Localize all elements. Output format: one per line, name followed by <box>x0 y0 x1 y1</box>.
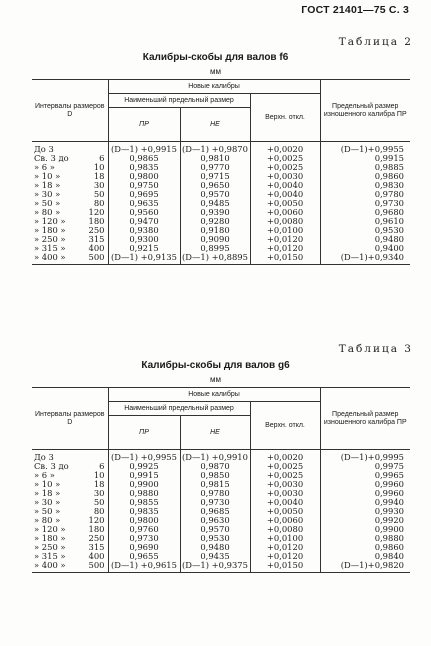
pr-cell: 0,9560 <box>108 208 180 217</box>
interval-to: 400 <box>88 243 105 253</box>
worn-limit-cell: 0,9530 <box>320 226 410 235</box>
interval-to: 18 <box>93 479 105 489</box>
upper-deviation-cell: +0,0120 <box>250 543 320 552</box>
interval-to: 250 <box>88 533 105 543</box>
pr-cell: 0,9635 <box>108 199 180 208</box>
ne-cell: 0,9730 <box>180 498 250 507</box>
interval-from: » 400 » <box>34 560 66 570</box>
ne-header: НЕ <box>180 416 250 450</box>
pr-cell: 0,9800 <box>108 172 180 181</box>
interval-to: 6 <box>99 153 105 163</box>
ne-cell: 0,9090 <box>180 235 250 244</box>
interval-to: 80 <box>93 198 105 208</box>
interval-to: 250 <box>88 225 105 235</box>
worn-limit-header: Предельный размер изношенного калибра ПР <box>320 388 410 450</box>
worn-limit-cell: 0,9930 <box>320 507 410 516</box>
interval-to: 120 <box>88 207 105 217</box>
interval-to: 50 <box>93 497 105 507</box>
pr-cell: 0,9695 <box>108 190 180 199</box>
pr-cell: 0,9925 <box>108 462 180 471</box>
interval-to: 10 <box>93 470 105 480</box>
upper-deviation-cell: +0,0030 <box>250 172 320 181</box>
ne-cell: 0,9570 <box>180 525 250 534</box>
ne-cell: 0,9570 <box>180 190 250 199</box>
interval-from: » 30 » <box>34 189 61 199</box>
upper-deviation-cell: +0,0025 <box>250 154 320 163</box>
worn-limit-cell: 0,9830 <box>320 181 410 190</box>
interval-from: » 10 » <box>34 479 61 489</box>
upper-deviation-cell: +0,0120 <box>250 552 320 561</box>
pr-cell: 0,9655 <box>108 552 180 561</box>
upper-deviation-cell: +0,0020 <box>250 142 320 155</box>
upper-deviation-cell: +0,0100 <box>250 226 320 235</box>
interval-from: » 30 » <box>34 497 61 507</box>
ne-header: НЕ <box>180 108 250 142</box>
interval-to: 500 <box>88 252 105 262</box>
worn-limit-cell: 0,9975 <box>320 462 410 471</box>
worn-limit-cell: 0,9920 <box>320 516 410 525</box>
worn-limit-cell: 0,9965 <box>320 471 410 480</box>
ne-cell: 0,8995 <box>180 244 250 253</box>
interval-to: 30 <box>93 180 105 190</box>
table-3-label: Таблица 3 <box>338 343 413 355</box>
interval-to: 18 <box>93 171 105 181</box>
upper-deviation-cell: +0,0020 <box>250 450 320 463</box>
interval-from: » 315 » <box>34 551 66 561</box>
interval-from: » 400 » <box>34 252 66 262</box>
table-3-body <box>32 450 410 573</box>
interval-cell <box>32 561 108 573</box>
interval-to: 50 <box>93 189 105 199</box>
worn-limit-cell: 0,9400 <box>320 244 410 253</box>
interval-to: 180 <box>88 216 105 226</box>
ne-cell: 0,9480 <box>180 543 250 552</box>
pr-cell: (D—1) +0,9915 <box>108 142 180 155</box>
pr-cell: 0,9380 <box>108 226 180 235</box>
worn-limit-cell: 0,9780 <box>320 190 410 199</box>
upper-deviation-header: Верхн. откл. <box>250 402 320 450</box>
interval-from: До 3 <box>34 452 54 462</box>
worn-limit-cell: 0,9860 <box>320 172 410 181</box>
ne-cell: 0,9685 <box>180 507 250 516</box>
pr-cell: (D—1) +0,9615 <box>108 561 180 573</box>
pr-cell: 0,9835 <box>108 507 180 516</box>
worn-limit-cell: 0,9940 <box>320 498 410 507</box>
interval-from: » 250 » <box>34 234 66 244</box>
upper-deviation-cell: +0,0050 <box>250 199 320 208</box>
ne-cell: (D—1) +0,9375 <box>180 561 250 573</box>
table-2-unit: мм <box>210 67 221 76</box>
interval-to: 180 <box>88 524 105 534</box>
worn-limit-cell: 0,9480 <box>320 235 410 244</box>
worn-limit-cell: 0,9730 <box>320 199 410 208</box>
interval-from: » 250 » <box>34 542 66 552</box>
interval-from: » 80 » <box>34 207 61 217</box>
worn-limit-cell: 0,9610 <box>320 217 410 226</box>
worn-limit-cell: 0,9915 <box>320 154 410 163</box>
interval-from: » 18 » <box>34 180 61 190</box>
interval-header: Интервалы размеров D <box>32 80 108 142</box>
ne-cell: 0,9390 <box>180 208 250 217</box>
table-row <box>32 253 410 265</box>
interval-to: 315 <box>88 234 105 244</box>
interval-from: » 315 » <box>34 243 66 253</box>
ne-cell: 0,9280 <box>180 217 250 226</box>
interval-from: » 80 » <box>34 515 61 525</box>
ne-cell: 0,9650 <box>180 181 250 190</box>
ne-cell: 0,9715 <box>180 172 250 181</box>
pr-cell: 0,9835 <box>108 163 180 172</box>
interval-from: » 10 » <box>34 171 61 181</box>
ne-cell: (D—1) +0,9910 <box>180 450 250 463</box>
ne-cell: 0,9435 <box>180 552 250 561</box>
upper-deviation-cell: +0,0120 <box>250 235 320 244</box>
pr-cell: 0,9690 <box>108 543 180 552</box>
upper-deviation-cell: +0,0150 <box>250 561 320 573</box>
upper-deviation-cell: +0,0120 <box>250 244 320 253</box>
upper-deviation-cell: +0,0150 <box>250 253 320 265</box>
ne-cell: 0,9780 <box>180 489 250 498</box>
worn-limit-cell: 0,9960 <box>320 480 410 489</box>
table-3 <box>32 387 410 573</box>
upper-deviation-cell: +0,0025 <box>250 163 320 172</box>
upper-deviation-cell: +0,0060 <box>250 516 320 525</box>
interval-from: » 6 » <box>34 470 55 480</box>
ne-cell: (D—1) +0,9870 <box>180 142 250 155</box>
table-3-unit: мм <box>210 375 221 384</box>
upper-deviation-cell: +0,0040 <box>250 181 320 190</box>
upper-deviation-cell: +0,0060 <box>250 208 320 217</box>
ne-cell: 0,9810 <box>180 154 250 163</box>
pr-cell: 0,9865 <box>108 154 180 163</box>
interval-to: 400 <box>88 551 105 561</box>
upper-deviation-header: Верхн. откл. <box>250 94 320 142</box>
ne-cell: 0,9485 <box>180 199 250 208</box>
worn-limit-cell: (D—1)+0,9995 <box>320 450 410 463</box>
upper-deviation-cell: +0,0040 <box>250 190 320 199</box>
table-2-title: Калибры-скобы для валов f6 <box>142 52 289 63</box>
pr-cell: 0,9900 <box>108 480 180 489</box>
table-3-title: Калибры-скобы для валов g6 <box>141 360 290 371</box>
pr-cell: 0,9880 <box>108 489 180 498</box>
upper-deviation-cell: +0,0080 <box>250 217 320 226</box>
pr-cell: (D—1) +0,9955 <box>108 450 180 463</box>
interval-from: Св. 3 до <box>34 153 69 163</box>
interval-from: До 3 <box>34 144 54 154</box>
pr-header: ПР <box>108 108 180 142</box>
smallest-size-header: Наименьший предельный размер <box>108 402 250 416</box>
interval-from: » 6 » <box>34 162 55 172</box>
pr-cell: 0,9215 <box>108 244 180 253</box>
ne-cell: 0,9870 <box>180 462 250 471</box>
interval-from: » 120 » <box>34 216 66 226</box>
table-2 <box>32 79 410 265</box>
ne-cell: 0,9630 <box>180 516 250 525</box>
upper-deviation-cell: +0,0050 <box>250 507 320 516</box>
worn-limit-cell: (D—1)+0,9820 <box>320 561 410 573</box>
smallest-size-header: Наименьший предельный размер <box>108 94 250 108</box>
interval-from: » 120 » <box>34 524 66 534</box>
worn-limit-cell: 0,9840 <box>320 552 410 561</box>
interval-from: » 180 » <box>34 533 66 543</box>
new-calibers-header: Новые калибры <box>108 80 320 94</box>
upper-deviation-cell: +0,0025 <box>250 471 320 480</box>
interval-header: Интервалы размеров D <box>32 388 108 450</box>
interval-from: » 50 » <box>34 198 61 208</box>
new-calibers-header: Новые калибры <box>108 388 320 402</box>
pr-cell: 0,9800 <box>108 516 180 525</box>
pr-cell: (D—1) +0,9135 <box>108 253 180 265</box>
interval-cell <box>32 253 108 265</box>
table-2-body <box>32 142 410 265</box>
worn-limit-cell: 0,9680 <box>320 208 410 217</box>
worn-limit-cell: 0,9960 <box>320 489 410 498</box>
table-2-label: Таблица 2 <box>338 36 413 48</box>
pr-cell: 0,9750 <box>108 181 180 190</box>
ne-cell: 0,9815 <box>180 480 250 489</box>
pr-cell: 0,9470 <box>108 217 180 226</box>
worn-limit-cell: 0,9900 <box>320 525 410 534</box>
interval-to: 80 <box>93 506 105 516</box>
upper-deviation-cell: +0,0030 <box>250 489 320 498</box>
worn-limit-cell: 0,9880 <box>320 534 410 543</box>
pr-cell: 0,9855 <box>108 498 180 507</box>
worn-limit-cell: (D—1)+0,9955 <box>320 142 410 155</box>
ne-cell: 0,9530 <box>180 534 250 543</box>
table-row <box>32 561 410 573</box>
upper-deviation-cell: +0,0030 <box>250 480 320 489</box>
interval-from: » 18 » <box>34 488 61 498</box>
worn-limit-cell: (D—1)+0,9340 <box>320 253 410 265</box>
upper-deviation-cell: +0,0080 <box>250 525 320 534</box>
interval-from: » 180 » <box>34 225 66 235</box>
ne-cell: 0,9180 <box>180 226 250 235</box>
pr-cell: 0,9760 <box>108 525 180 534</box>
worn-limit-cell: 0,9885 <box>320 163 410 172</box>
interval-to: 6 <box>99 461 105 471</box>
interval-from: » 50 » <box>34 506 61 516</box>
ne-cell: 0,9850 <box>180 471 250 480</box>
interval-to: 10 <box>93 162 105 172</box>
upper-deviation-cell: +0,0025 <box>250 462 320 471</box>
pr-cell: 0,9300 <box>108 235 180 244</box>
interval-to: 120 <box>88 515 105 525</box>
pr-header: ПР <box>108 416 180 450</box>
worn-limit-cell: 0,9860 <box>320 543 410 552</box>
upper-deviation-cell: +0,0100 <box>250 534 320 543</box>
worn-limit-header: Предельный размер изношенного калибра ПР <box>320 80 410 142</box>
ne-cell: 0,9770 <box>180 163 250 172</box>
interval-to: 30 <box>93 488 105 498</box>
interval-to: 315 <box>88 542 105 552</box>
pr-cell: 0,9915 <box>108 471 180 480</box>
ne-cell: (D—1) +0,8895 <box>180 253 250 265</box>
interval-from: Св. 3 до <box>34 461 69 471</box>
interval-to: 500 <box>88 560 105 570</box>
page-header: ГОСТ 21401—75 С. 3 <box>301 4 409 16</box>
pr-cell: 0,9730 <box>108 534 180 543</box>
upper-deviation-cell: +0,0040 <box>250 498 320 507</box>
